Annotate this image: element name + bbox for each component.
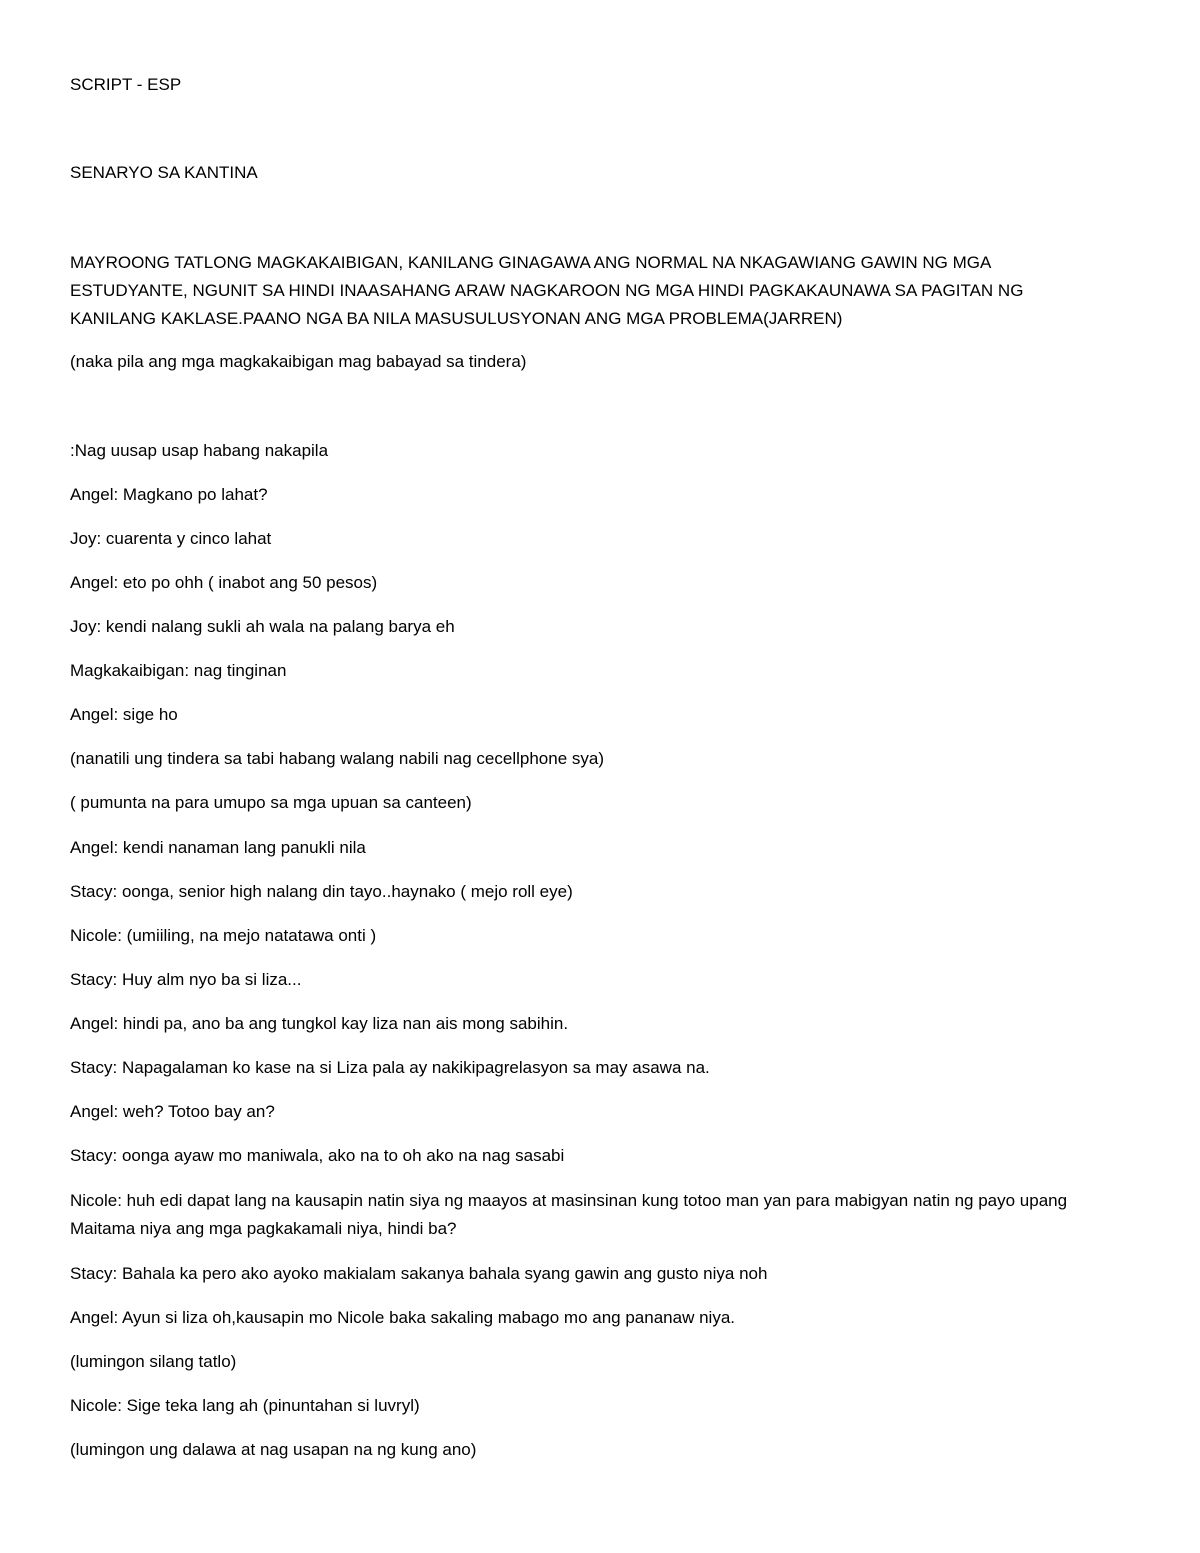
script-line: Angel: kendi nanaman lang panukli nila [70, 838, 366, 857]
script-line: Angel: sige ho [70, 705, 178, 724]
script-line: Stacy: Napagalaman ko kase na si Liza pala ay nakikipagrelasyon sa may asawa na. [70, 1058, 710, 1077]
script-line: Stacy: oonga ayaw mo maniwala, ako na to oh ako na nag sasabi [70, 1146, 565, 1165]
script-line: Stacy: oonga, senior high nalang din tayo..haynako ( mejo roll eye) [70, 882, 573, 901]
script-line: Joy: kendi nalang sukli ah wala na palang barya eh [70, 617, 455, 636]
script-line: Angel: eto po ohh ( inabot ang 50 pesos) [70, 573, 378, 592]
script-line: :Nag uusap usap habang nakapila [70, 441, 329, 460]
script-line: Angel: weh? Totoo bay an? [70, 1102, 275, 1121]
intro-paragraph: MAYROONG TATLONG MAGKAKAIBIGAN, KANILANG GINAGAWA ANG NORMAL NA NKAGAWIANG GAWIN NG MGA ESTUDYANTE, NGUNIT SA HINDI INAASAHANG ARAW NAGKAROON NG MGA HINDI PAGKAKAUNAWA SA PAGITAN NG KANILANG KAKLASE.PAANO NGA BA NILA MASUSULUSYONAN ANG MGA PROBLEMA(JARREN) [70, 253, 1024, 328]
script-line: (nanatili ung tindera sa tabi habang walang nabili nag cecellphone sya) [70, 749, 604, 768]
script-line: Nicole: Sige teka lang ah (pinuntahan si luvryl) [70, 1396, 420, 1415]
script-line: Stacy: Huy alm nyo ba si liza... [70, 970, 302, 989]
script-line: Angel: hindi pa, ano ba ang tungkol kay liza nan ais mong sabihin. [70, 1014, 569, 1033]
script-line: (lumingon silang tatlo) [70, 1352, 237, 1371]
script-line: Magkakaibigan: nag tinginan [70, 661, 287, 680]
script-line: Angel: Ayun si liza oh,kausapin mo Nicole baka sakaling mabago mo ang pananaw niya. [70, 1308, 735, 1327]
script-line: Nicole: (umiiling, na mejo natatawa onti ) [70, 926, 377, 945]
stage-direction: (naka pila ang mga magkakaibigan mag babayad sa tindera) [70, 352, 527, 371]
scene-title: SENARYO SA KANTINA [70, 163, 258, 182]
script-line: Joy: cuarenta y cinco lahat [70, 529, 272, 548]
script-line: ( pumunta na para umupo sa mga upuan sa canteen) [70, 793, 472, 812]
script-line: Angel: Magkano po lahat? [70, 485, 268, 504]
document-header: SCRIPT - ESP [70, 75, 182, 94]
script-line: (lumingon ung dalawa at nag usapan na ng kung ano) [70, 1440, 477, 1459]
script-line: Nicole: huh edi dapat lang na kausapin natin siya ng maayos at masinsinan kung totoo man yan para mabigyan natin ng payo upang Maitama niya ang mga pagkakamali niya, hindi ba? [70, 1191, 1068, 1238]
script-line: Stacy: Bahala ka pero ako ayoko makialam sakanya bahala syang gawin ang gusto niya noh [70, 1264, 768, 1283]
